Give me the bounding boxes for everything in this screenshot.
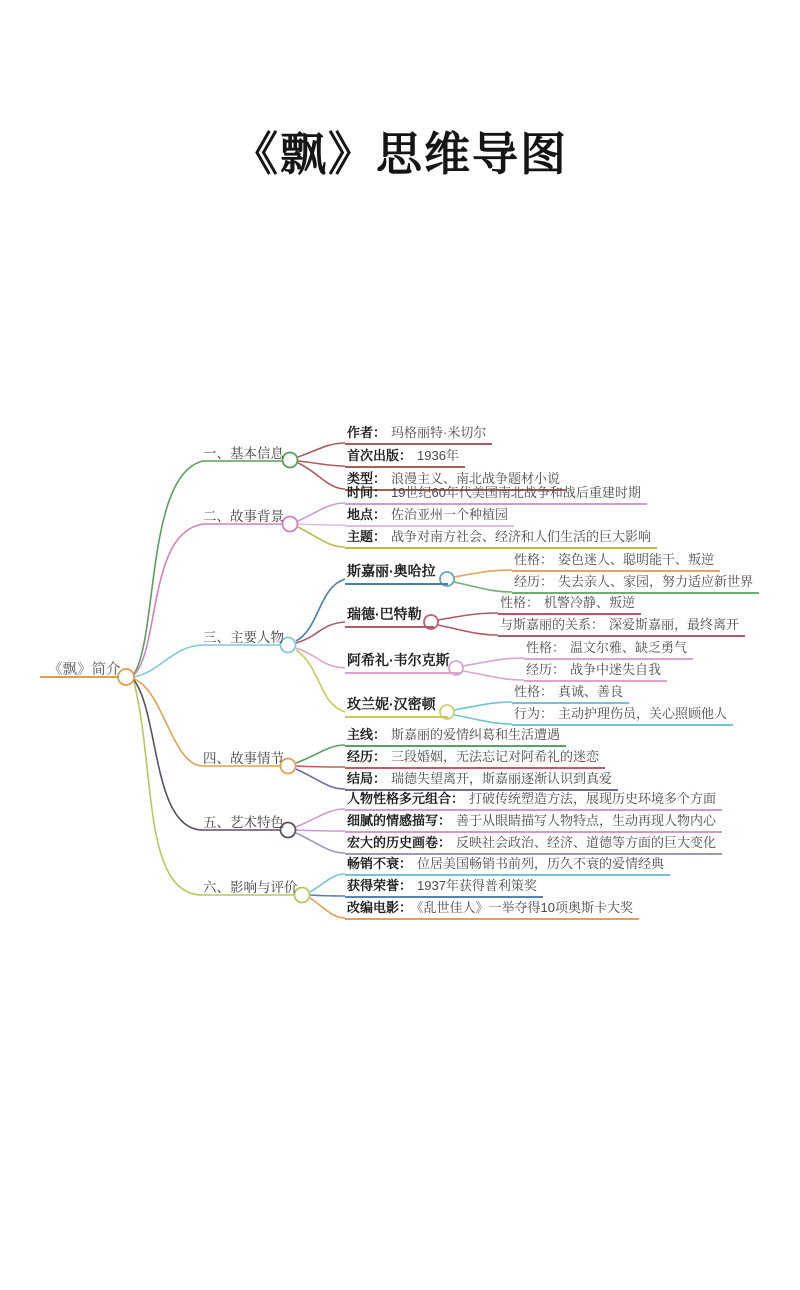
- connector-b4-experience: [296, 766, 345, 767]
- leaf-place[interactable]: [345, 507, 514, 527]
- connector-b5-multichar: [296, 809, 345, 827]
- leaf-value: 善于从眼睛描写人物特点，生动再现人物内心: [456, 813, 717, 828]
- leaf-scarlett-personality[interactable]: [512, 552, 720, 572]
- leaf-value: 1936年: [417, 448, 459, 463]
- page-title: 《飘》思维导图: [232, 127, 568, 181]
- leaf-theme[interactable]: [345, 529, 657, 549]
- leaf-label: 结局：: [347, 771, 387, 786]
- leaf-value: 主动护理伤员，关心照顾他人: [558, 706, 728, 721]
- connector-root-branch2: [134, 524, 282, 675]
- leaf-first-publication[interactable]: [345, 448, 465, 468]
- node-branch1-circle[interactable]: [283, 453, 298, 468]
- leaf-value: 反映社会政治、经济、道德等方面的巨大变化: [456, 835, 717, 850]
- leaf-value: 真诚、善良: [558, 684, 624, 699]
- connector-b3-rhett: [296, 622, 345, 643]
- leaf-ashley-personality[interactable]: [524, 640, 693, 660]
- branch-main-characters-label[interactable]: 三、主要人物: [203, 630, 284, 645]
- leaf-label: 作者：: [347, 425, 387, 440]
- leaf-label: 改编电影：: [347, 900, 413, 915]
- connector-melanie-personality: [454, 702, 512, 710]
- connector-b5-emotion: [296, 830, 345, 831]
- connector-b1-author: [298, 443, 345, 457]
- branch-influence-label[interactable]: 六、影响与评价: [203, 880, 298, 895]
- leaf-ashley-experience[interactable]: [524, 662, 667, 682]
- leaf-label: 性格：: [500, 595, 540, 610]
- connector-b3-melanie: [296, 650, 345, 712]
- connector-b3-scarlett: [296, 579, 345, 641]
- leaf-value: 战争对南方社会、经济和人们生活的巨大影响: [391, 529, 652, 544]
- leaf-label: 首次出版：: [347, 448, 413, 463]
- leaf-label: 地点：: [347, 507, 387, 522]
- leaf-label: 经历：: [514, 574, 554, 589]
- connector-b1-type: [298, 463, 345, 489]
- connector-ashley-experience: [463, 671, 524, 680]
- leaf-value: 玛格丽特·米切尔: [391, 425, 487, 440]
- leaf-time[interactable]: [345, 485, 647, 505]
- connector-ashley-personality: [463, 658, 524, 666]
- connector-rhett-relation: [438, 625, 498, 635]
- leaf-honor[interactable]: [345, 878, 543, 898]
- leaf-emotion-description[interactable]: [345, 813, 722, 833]
- leaf-rhett-relationship[interactable]: [498, 617, 745, 637]
- branch-story-background-label[interactable]: 二、故事背景: [203, 509, 284, 524]
- leaf-historical-canvas[interactable]: [345, 835, 722, 855]
- character-rhett[interactable]: 瑞德·巴特勒: [345, 604, 434, 628]
- leaf-value: 瑞德失望离开，斯嘉丽逐渐认识到真爱: [391, 771, 613, 786]
- leaf-value: 《乱世佳人》一举夺得10项奥斯卡大奖: [417, 900, 633, 915]
- leaf-author[interactable]: [345, 425, 492, 445]
- leaf-plot-experience[interactable]: [345, 749, 605, 769]
- connector-b2-theme: [298, 527, 345, 547]
- leaf-label: 主题：: [347, 529, 387, 544]
- leaf-label: 经历：: [347, 749, 387, 764]
- leaf-value: 19世纪60年代美国南北战争和战后重建时期: [391, 485, 641, 500]
- leaf-label: 性格：: [526, 640, 566, 655]
- leaf-label: 类型：: [347, 471, 387, 486]
- connector-b3-ashley: [296, 648, 345, 668]
- leaf-ending[interactable]: [345, 771, 618, 791]
- leaf-label: 性格：: [514, 552, 554, 567]
- connector-b2-place: [298, 524, 345, 525]
- leaf-rhett-personality[interactable]: [498, 595, 641, 615]
- leaf-label: 细腻的情感描写：: [347, 813, 452, 828]
- connector-melanie-behavior: [454, 715, 512, 724]
- leaf-value: 机警冷静、叛逆: [544, 595, 636, 610]
- character-ashley[interactable]: 阿希礼·韦尔克斯: [345, 650, 462, 674]
- connector-b6-film: [310, 898, 345, 918]
- leaf-melanie-behavior[interactable]: [512, 706, 733, 726]
- leaf-value: 三段婚姻，无法忘记对阿希礼的迷恋: [391, 749, 600, 764]
- branch-plot-label[interactable]: 四、故事情节: [203, 751, 284, 766]
- leaf-label: 时间：: [347, 485, 387, 500]
- leaf-label: 主线：: [347, 727, 387, 742]
- leaf-value: 位居美国畅销书前列，历久不衰的爱情经典: [417, 856, 665, 871]
- leaf-value: 浪漫主义、南北战争题材小说: [391, 471, 561, 486]
- connector-b4-ending: [296, 769, 345, 789]
- connector-b6-bestseller: [310, 874, 345, 892]
- character-melanie[interactable]: 玫兰妮·汉密顿: [345, 694, 448, 718]
- leaf-value: 1937年获得普利策奖: [417, 878, 537, 893]
- leaf-label: 畅销不衰：: [347, 856, 413, 871]
- connector-b2-time: [298, 503, 345, 521]
- connector-scarlett-personality: [454, 570, 512, 577]
- connector-b4-mainline: [296, 745, 345, 763]
- leaf-film-adaptation[interactable]: [345, 900, 639, 920]
- connector-scarlett-experience: [454, 582, 512, 592]
- leaf-mainline[interactable]: [345, 727, 566, 747]
- leaf-bestseller[interactable]: [345, 856, 670, 876]
- character-scarlett[interactable]: 斯嘉丽·奥哈拉: [345, 561, 448, 585]
- leaf-label: 经历：: [526, 662, 566, 677]
- leaf-label: 宏大的历史画卷：: [347, 835, 452, 850]
- leaf-label: 性格：: [514, 684, 554, 699]
- node-branch2-circle[interactable]: [283, 517, 298, 532]
- leaf-value: 深爱斯嘉丽，最终离开: [609, 617, 740, 632]
- branch-artistic-features-label[interactable]: 五、艺术特色: [203, 815, 284, 830]
- connector-root-branch6: [134, 682, 294, 895]
- leaf-label: 获得荣誉：: [347, 878, 413, 893]
- leaf-multi-character[interactable]: [345, 791, 722, 811]
- leaf-value: 战争中迷失自我: [570, 662, 662, 677]
- leaf-value: 姿色迷人、聪明能干、叛逆: [558, 552, 715, 567]
- leaf-label: 行为：: [514, 706, 554, 721]
- leaf-value: 佐治亚州一个种植园: [391, 507, 509, 522]
- leaf-value: 失去亲人、家园，努力适应新世界: [558, 574, 754, 589]
- branch-basic-info-label[interactable]: 一、基本信息: [203, 446, 284, 461]
- leaf-label: 人物性格多元组合：: [347, 791, 465, 806]
- connector-rhett-personality: [438, 613, 498, 620]
- leaf-label: 与斯嘉丽的关系：: [500, 617, 605, 632]
- leaf-melanie-personality[interactable]: [512, 684, 629, 704]
- leaf-value: 打破传统塑造方法，展现历史环境多个方面: [469, 791, 717, 806]
- root-node-label[interactable]: 《飘》简介: [48, 662, 121, 678]
- connector-b6-honor: [310, 895, 345, 896]
- connector-b5-history: [296, 833, 345, 853]
- leaf-value: 斯嘉丽的爱情纠葛和生活遭遇: [391, 727, 561, 742]
- connector-b1-firstpub: [298, 461, 345, 466]
- leaf-value: 温文尔雅、缺乏勇气: [570, 640, 688, 655]
- leaf-scarlett-experience[interactable]: [512, 574, 759, 594]
- connector-root-branch3: [134, 645, 280, 677]
